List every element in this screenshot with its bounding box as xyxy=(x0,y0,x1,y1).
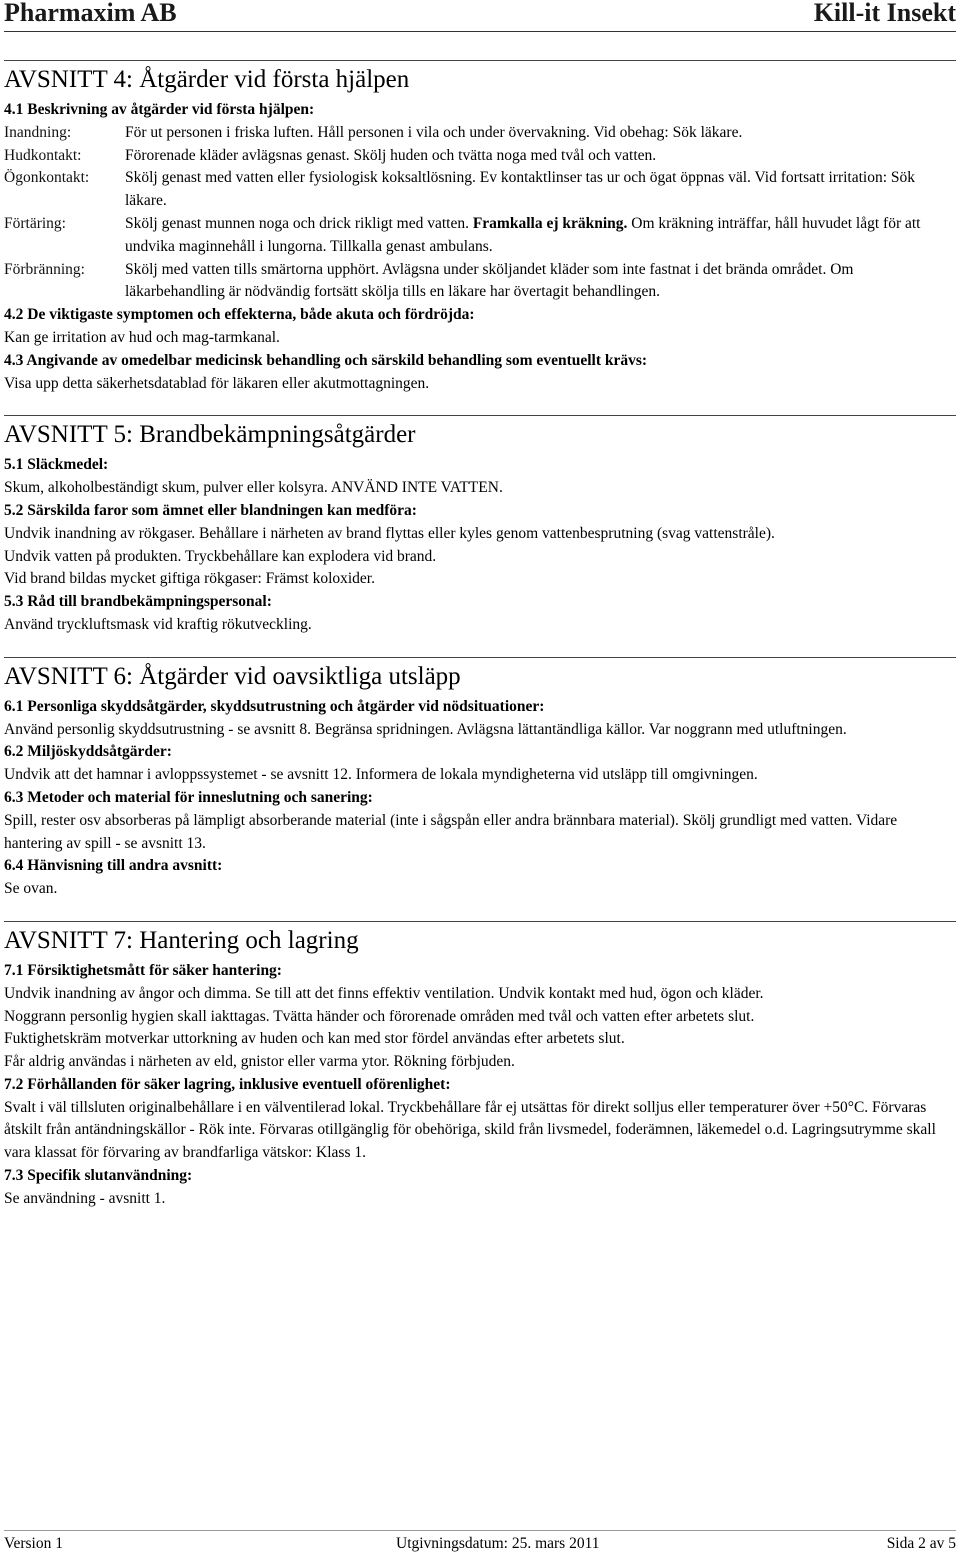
paragraph: Noggrann personlig hygien skall iakttagas. Tvätta händer och förorenade områden med tvål och vatten efter arbetets slut. xyxy=(4,1007,755,1025)
first-aid-table xyxy=(4,122,956,304)
subsection-heading: 4.1 Beskrivning av åtgärder vid första hjälpen: xyxy=(4,101,315,118)
section-title: AVSNITT 7: Hantering och lagring xyxy=(4,921,956,956)
row-text: Skölj genast med vatten eller fysiologisk koksaltlösning. Ev kontaktlinser tas ur och ögat öppnas väl. Vid fortsatt irritation: Sök läkare. xyxy=(125,169,916,210)
section-4 xyxy=(4,60,956,395)
section-title: AVSNITT 6: Åtgärder vid oavsiktliga utsläpp xyxy=(4,657,956,692)
row-text: Skölj med vatten tills smärtorna upphört. Avlägsna under sköljandet kläder som inte fastnat i det brända området. Om läkarbehandling är nödvändig fortsätt skölja tills en läkare har övertagit behandlingen. xyxy=(125,260,854,301)
paragraph: Använd personlig skyddsutrustning - se avsnitt 8. Begränsa spridningen. Avlägsna lättantändliga källor. Var noggrann med utluftningen. xyxy=(4,720,847,738)
subsection-heading: 6.2 Miljöskyddsåtgärder: xyxy=(4,743,172,761)
row-text-part: Skölj genast munnen noga och drick rikligt med vatten. xyxy=(125,214,469,232)
subsection-heading: 7.1 Försiktighetsmått för säker hantering: xyxy=(4,961,282,979)
paragraph: Undvik inandning av rökgaser. Behållare i närheten av brand flyttas eller kyles genom vattenbesprutning (svag vattenstråle). xyxy=(4,524,775,542)
paragraph: Använd tryckluftsmask vid kraftig rökutveckling. xyxy=(4,615,312,633)
subsection-heading: 5.1 Släckmedel: xyxy=(4,456,109,474)
footer-divider xyxy=(4,1530,956,1531)
product-name: Kill-it Insekt xyxy=(813,0,956,27)
version-label: Version 1 xyxy=(4,1535,63,1552)
paragraph: Fuktighetskräm motverkar uttorkning av huden och kan med stor fördel användas efter arbetets slut. xyxy=(4,1030,625,1048)
paragraph: Kan ge irritation av hud och mag-tarmkanal. xyxy=(4,328,280,346)
paragraph: Visa upp detta säkerhetsdatablad för läkaren eller akutmottagningen. xyxy=(4,374,430,392)
subsection-heading: 7.2 Förhållanden för säker lagring, inklusive eventuell oförenlighet: xyxy=(4,1075,451,1093)
subsection-heading: 4.3 Angivande av omedelbar medicinsk behandling och särskild behandling som eventuellt krävs: xyxy=(4,351,648,369)
section-title: AVSNITT 5: Brandbekämpningsåtgärder xyxy=(4,415,956,450)
subsection-heading: 4.2 De viktigaste symptomen och effekterna, både akuta och fördröjda: xyxy=(4,306,475,324)
first-aid-row xyxy=(4,213,956,259)
paragraph: Undvik att det hamnar i avloppssystemet - se avsnitt 12. Informera de lokala myndigheterna vid utsläpp till omgivningen. xyxy=(4,766,758,784)
document-header xyxy=(4,0,956,30)
subsection-heading: 6.3 Metoder och material för inneslutning och sanering: xyxy=(4,788,373,806)
page-number: Sida 2 av 5 xyxy=(886,1535,956,1552)
paragraph: Undvik inandning av ångor och dimma. Se till att det finns effektiv ventilation. Undvik kontakt med hud, ögon och kläder. xyxy=(4,984,764,1002)
first-aid-row xyxy=(4,259,956,305)
row-label: Inandning: xyxy=(4,123,72,141)
row-text: Förorenade kläder avlägsnas genast. Skölj huden och tvätta noga med tvål och vatten. xyxy=(125,146,657,164)
first-aid-row xyxy=(4,122,956,145)
paragraph: Se användning - avsnitt 1. xyxy=(4,1189,166,1207)
paragraph: Undvik vatten på produkten. Tryckbehållare kan explodera vid brand. xyxy=(4,547,437,565)
paragraph: Spill, rester osv absorberas på lämpligt absorberande material (inte i sågspån eller andra brännbara material). Skölj grundligt med vatten. Vidare hantering av spill - se avsnitt 13. xyxy=(4,811,898,852)
section-7 xyxy=(4,921,956,1211)
first-aid-row xyxy=(4,145,956,168)
section-6 xyxy=(4,657,956,901)
row-label: Hudkontakt: xyxy=(4,146,82,164)
header-divider xyxy=(4,31,956,32)
paragraph: Se ovan. xyxy=(4,880,58,898)
paragraph: Vid brand bildas mycket giftiga rökgaser: Främst koloxider. xyxy=(4,570,375,588)
subsection-heading: 5.3 Råd till brandbekämpningspersonal: xyxy=(4,593,272,611)
first-aid-row xyxy=(4,167,956,213)
subsection-heading: 7.3 Specifik slutanvändning: xyxy=(4,1167,193,1185)
row-text xyxy=(125,213,956,259)
row-text-part: Om kräkning inträffar, håll huvudet lågt för att undvika maginnehåll i lungorna. Tillkalla genast ambulans. xyxy=(125,214,921,255)
subsection-heading: 5.2 Särskilda faror som ämnet eller blandningen kan medföra: xyxy=(4,501,417,519)
issue-date: Utgivningsdatum: 25. mars 2011 xyxy=(396,1535,600,1552)
row-label: Förbränning: xyxy=(4,260,85,278)
page-body xyxy=(4,60,956,1211)
company-name: Pharmaxim AB xyxy=(4,0,177,27)
section-title: AVSNITT 4: Åtgärder vid första hjälpen xyxy=(4,60,956,95)
row-label: Ögonkontakt: xyxy=(4,169,90,187)
paragraph: Får aldrig användas i närheten av eld, gnistor eller varma ytor. Rökning förbjuden. xyxy=(4,1053,515,1071)
row-label: Förtäring: xyxy=(4,214,66,232)
section-5 xyxy=(4,415,956,636)
subsection-heading: 6.4 Hänvisning till andra avsnitt: xyxy=(4,857,223,875)
row-text: För ut personen i friska luften. Håll personen i vila och under övervakning. Vid obehag: Sök läkare. xyxy=(125,123,743,141)
subsection-heading: 6.1 Personliga skyddsåtgärder, skyddsutrustning och åtgärder vid nödsituationer: xyxy=(4,697,545,715)
paragraph: Svalt i väl tillsluten originalbehållare i en välventilerad lokal. Tryckbehållare får ej utsättas för direkt solljus eller temperaturer över +50°C. Förvaras åtskilt från antändningskällor - Rök inte. Förvaras otillgänglig för obehöriga, skild från livsmedel, foderämnen, läkemedel o.d. Lagringsutrymme skall vara klassat för förvaring av brandfarliga vätskor: Klass 1. xyxy=(4,1098,936,1162)
paragraph: Skum, alkoholbeständigt skum, pulver eller kolsyra. ANVÄND INTE VATTEN. xyxy=(4,479,503,497)
row-text-emphasis: Framkalla ej kräkning. xyxy=(472,214,628,232)
document-footer xyxy=(4,1535,956,1557)
